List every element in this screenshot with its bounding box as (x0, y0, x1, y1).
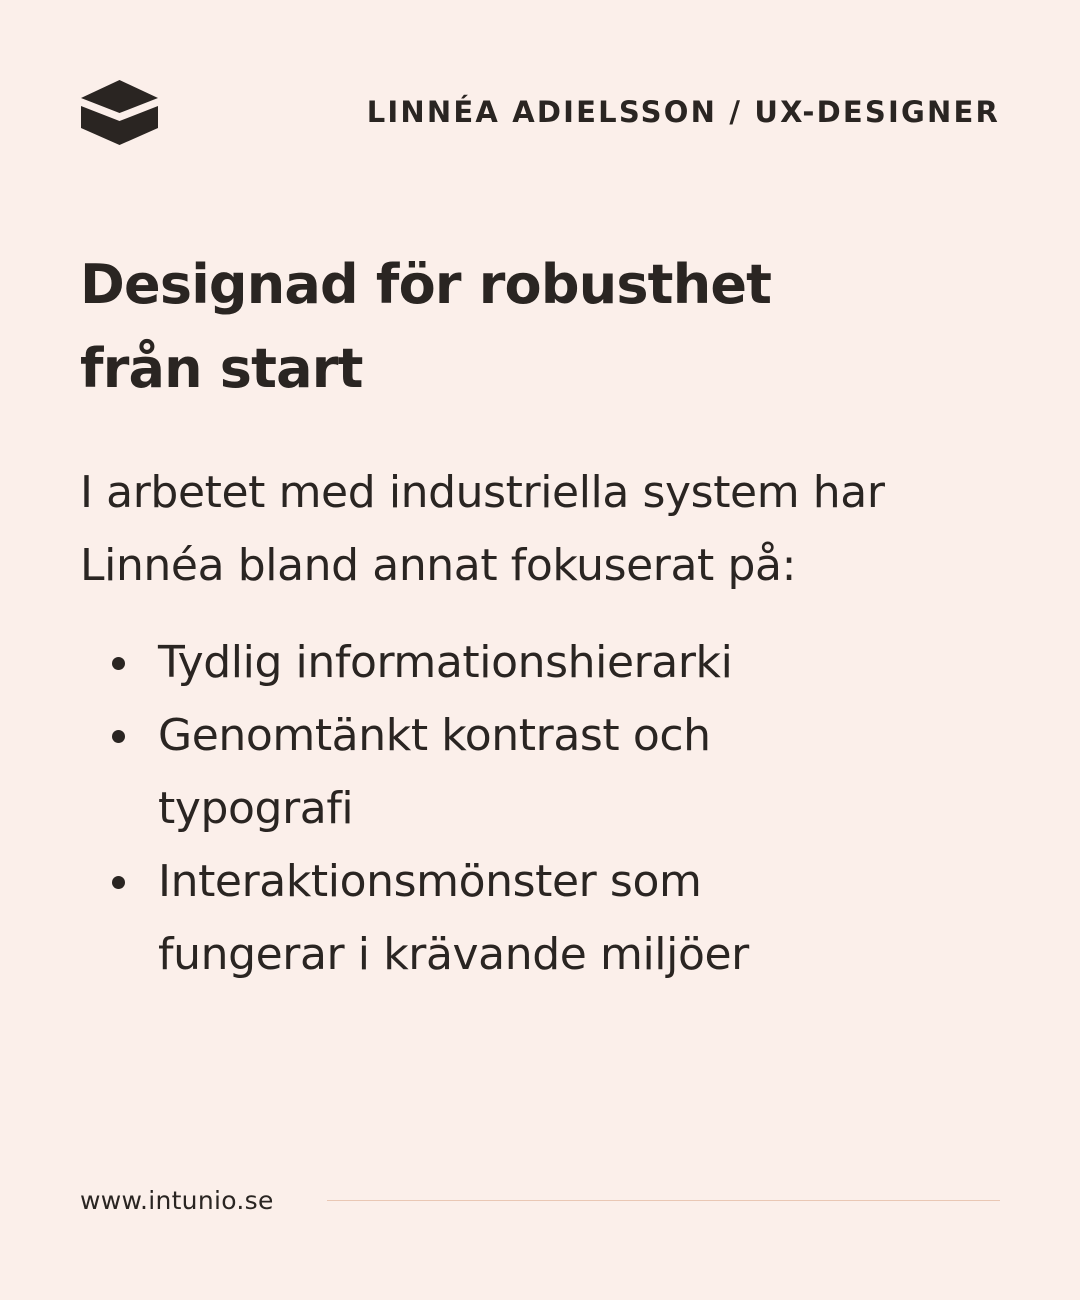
list-item-text: Interaktionsmönster som (158, 856, 702, 907)
logo (81, 80, 158, 145)
intro-line: Linnéa bland annat fokuserat på: (80, 540, 797, 591)
heading-line: från start (80, 337, 363, 400)
intro-paragraph (80, 456, 1020, 602)
intro-line: I arbetet med industriella system har (80, 467, 885, 518)
list-item-text: typografi (158, 783, 354, 834)
list-item-text: Tydlig informationshierarki (158, 637, 733, 688)
footer-url: www.intunio.se (80, 1186, 274, 1215)
header-title: LINNÉA ADIELSSON / UX-DESIGNER (366, 95, 1000, 129)
bullet-dot-icon (112, 876, 125, 889)
footer-divider (327, 1200, 1000, 1201)
heading-line: Designad för robusthet (80, 253, 772, 316)
page-heading (80, 243, 840, 411)
stacked-box-logo-icon (81, 80, 158, 145)
list-item-text: fungerar i krävande miljöer (158, 929, 749, 980)
list-item (80, 699, 980, 845)
list-item (80, 845, 980, 991)
bullet-dot-icon (112, 730, 125, 743)
bullet-dot-icon (112, 657, 125, 670)
list-item (80, 626, 980, 699)
focus-list (80, 626, 980, 991)
list-item-text: Genomtänkt kontrast och (158, 710, 711, 761)
